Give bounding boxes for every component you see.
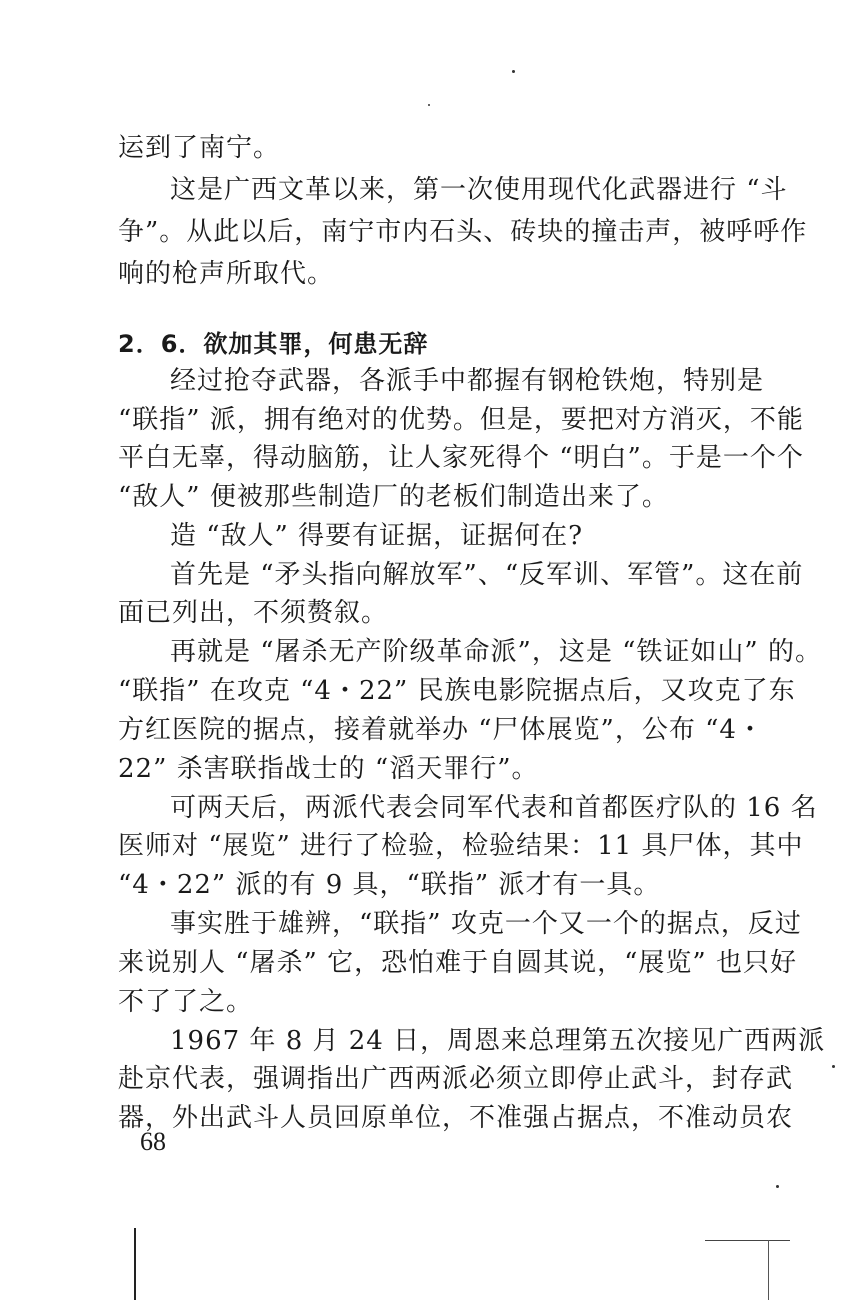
text-line: “联指” 派，拥有绝对的优势。但是，要把对方消灭，不能: [118, 405, 804, 435]
text-line: 不了了之。: [118, 987, 254, 1017]
scan-speck: [776, 1185, 779, 1188]
text-line: 造 “敌人” 得要有证据，证据何在?: [170, 521, 584, 551]
scan-edge-mark: [134, 1228, 136, 1300]
text-line: 首先是 “矛头指向解放军”、“反军训、军管”。这在前: [170, 560, 804, 590]
text-line: “敌人” 便被那些制造厂的老板们制造出来了。: [118, 482, 669, 512]
text-line: 响的枪声所取代。: [118, 259, 335, 289]
scan-speck: [832, 1065, 835, 1068]
text-line: 这是广西文革以来，第一次使用现代化武器进行 “斗: [170, 175, 788, 205]
scan-edge-mark: [705, 1240, 790, 1241]
text-line: “联指” 在攻克 “4・22” 民族电影院据点后，又攻克了东: [118, 676, 796, 706]
text-line: “4・22” 派的有 9 具，“联指” 派才有一具。: [118, 870, 661, 900]
scan-edge-mark: [768, 1240, 769, 1300]
section-heading: 2．6．欲加其罪，何患无辞: [118, 330, 429, 358]
text-line: 22” 杀害联指战士的 “滔天罪行”。: [118, 754, 539, 784]
text-line: 医师对 “展览” 进行了检验，检验结果：11 具尸体，其中: [118, 831, 804, 861]
text-line: 来说别人 “屠杀” 它，恐怕难于自圆其说，“展览” 也只好: [118, 948, 797, 978]
text-line: 经过抢夺武器，各派手中都握有钢枪铁炮，特别是: [170, 366, 765, 396]
text-line: 事实胜于雄辨，“联指” 攻克一个又一个的据点，反过: [170, 909, 802, 939]
text-line: 器，外出武斗人员回原单位，不准强占据点，不准动员农: [118, 1103, 794, 1133]
page-number: 68: [140, 1127, 166, 1156]
scan-speck: [428, 104, 430, 106]
text-line: 可两天后，两派代表会同军代表和首都医疗队的 16 名: [170, 793, 818, 823]
text-line: 方红医院的据点，接着就举办 “尸体展览”，公布 “4・: [118, 715, 764, 745]
scan-speck: [512, 70, 515, 73]
text-line: 运到了南宁。: [118, 133, 281, 163]
text-line: 1967 年 8 月 24 日，周恩来总理第五次接见广西两派: [170, 1026, 826, 1056]
text-line: 赴京代表，强调指出广西两派必须立即停止武斗，封存武: [118, 1064, 794, 1094]
text-line: 争”。从此以后，南宁市内石头、砖块的撞击声，被呼呼作: [118, 217, 808, 247]
text-line: 面已列出，不须赘叙。: [118, 598, 389, 628]
text-line: 平白无辜，得动脑筋，让人家死得个 “明白”。于是一个个: [118, 443, 804, 473]
text-line: 再就是 “屠杀无产阶级革命派”，这是 “铁证如山” 的。: [170, 637, 822, 667]
